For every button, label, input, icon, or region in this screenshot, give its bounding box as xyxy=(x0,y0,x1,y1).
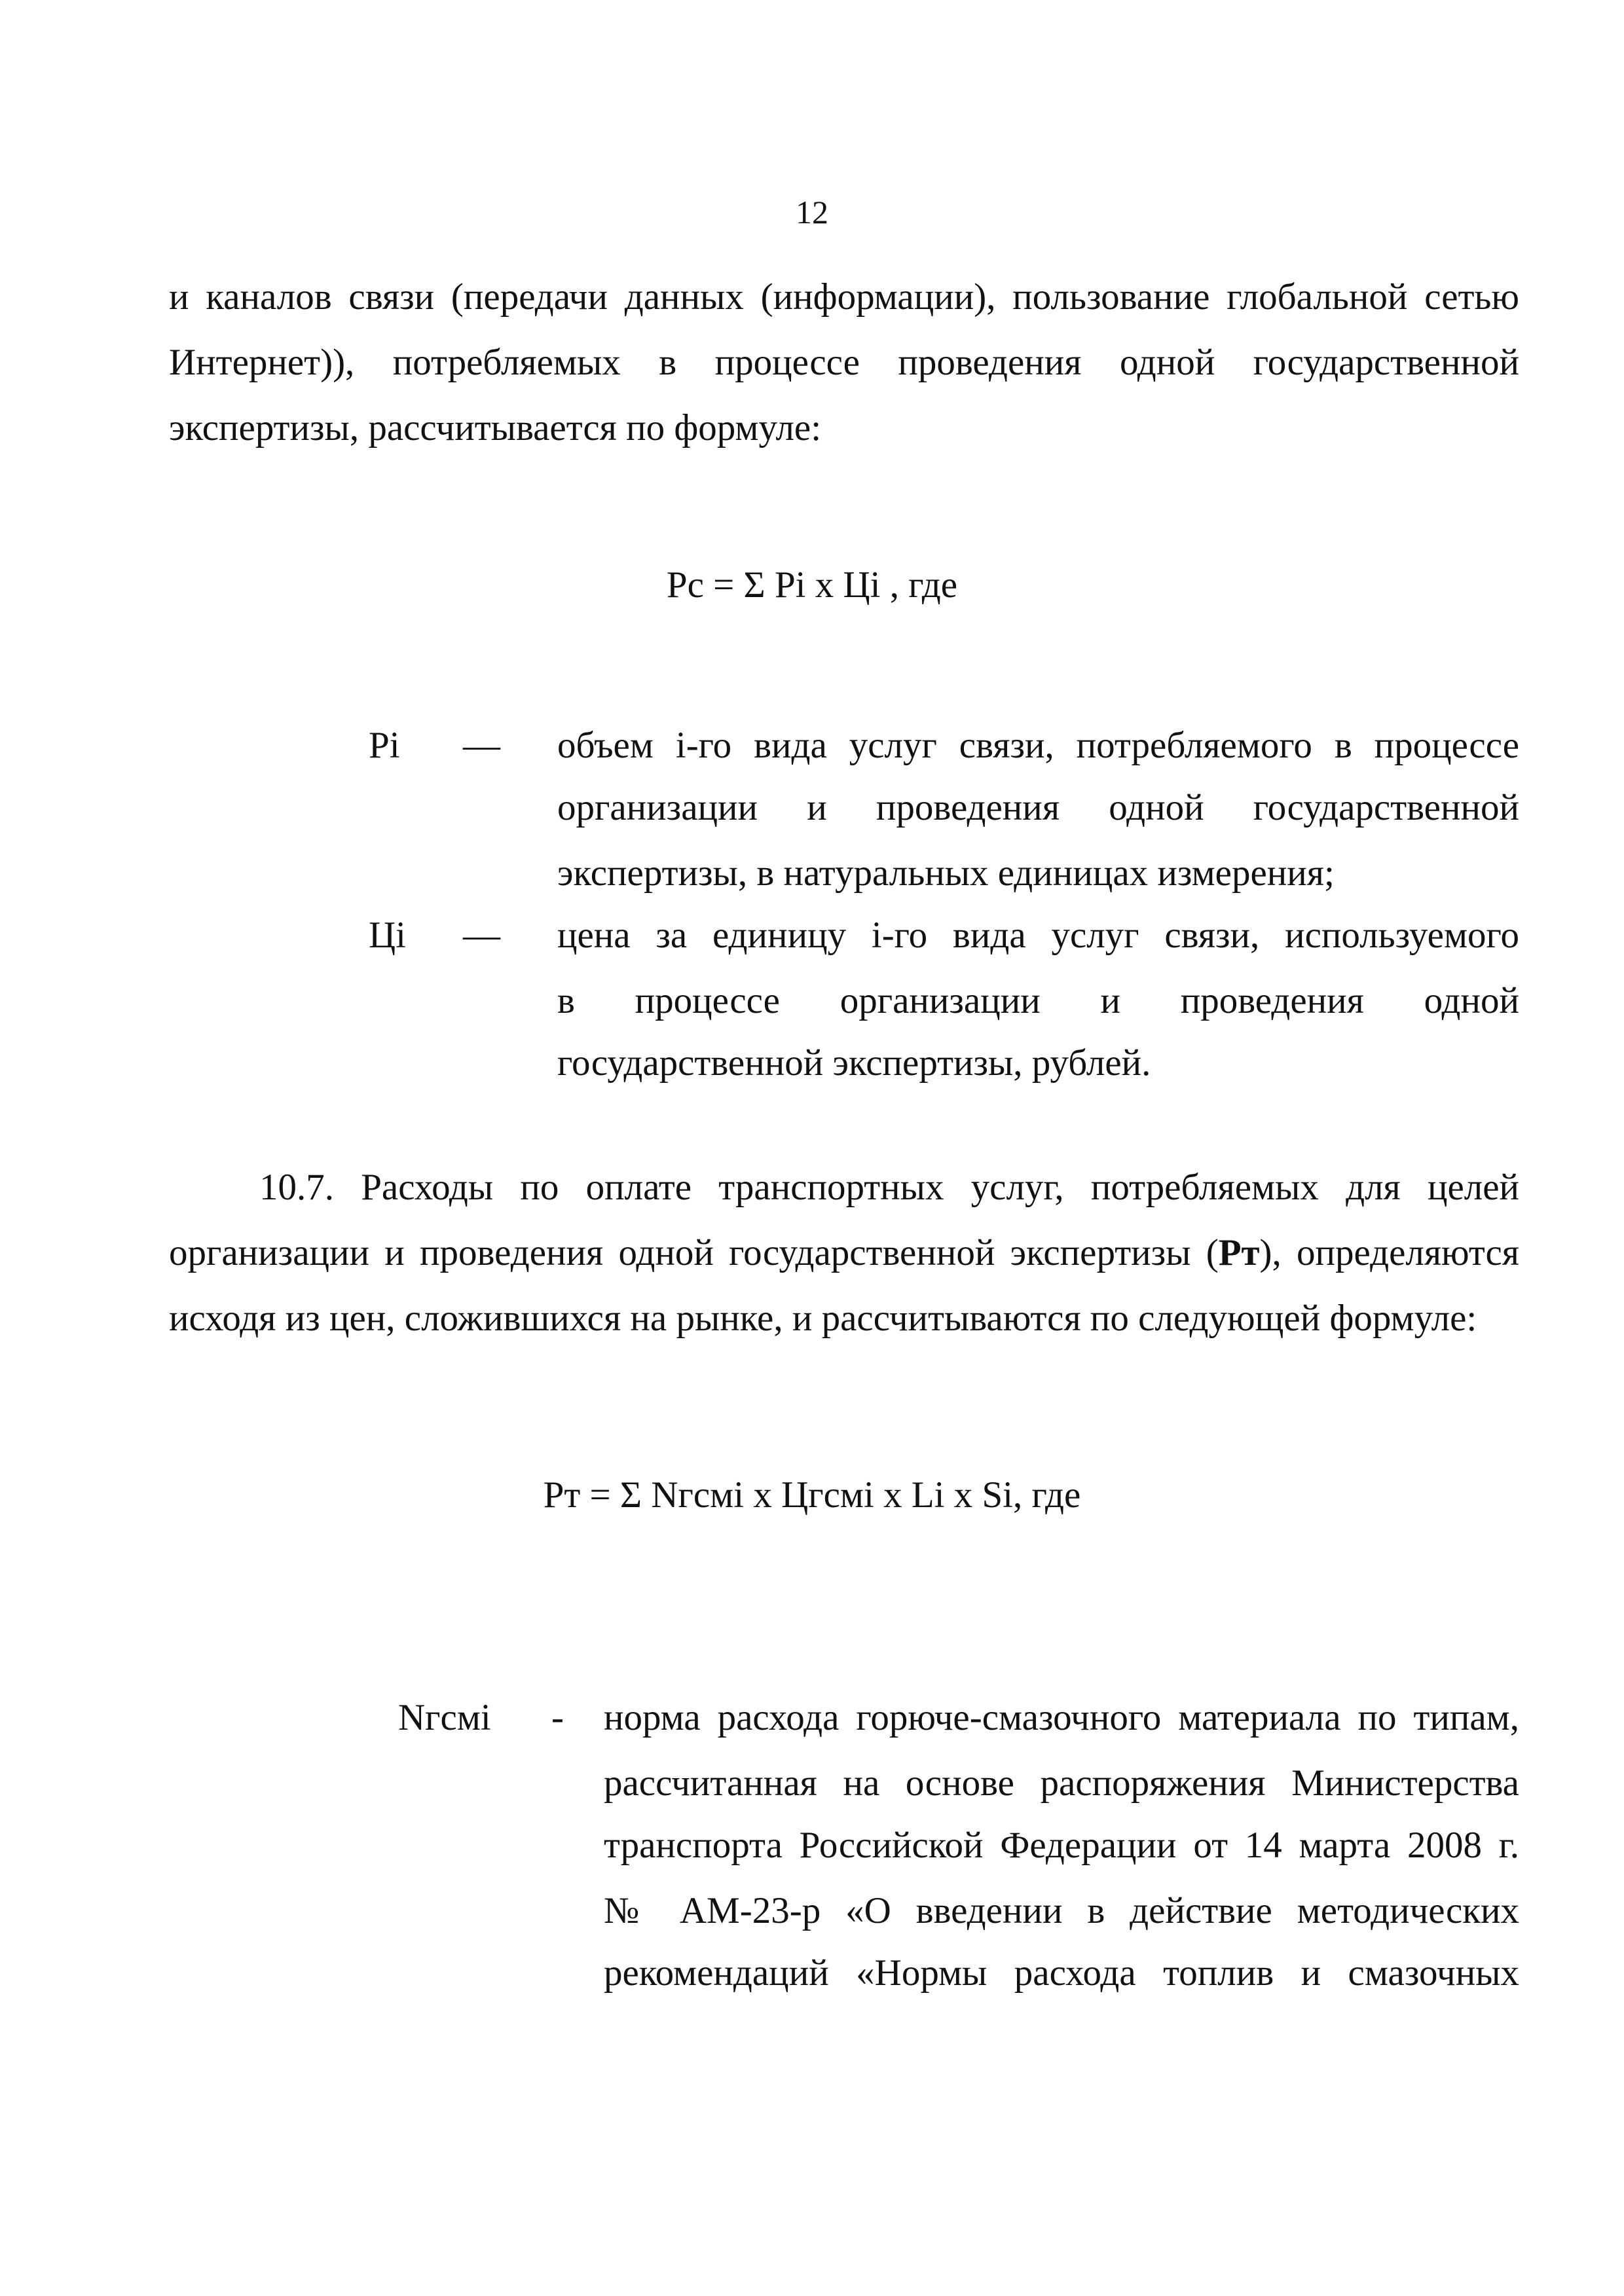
intro-line-3: экспертизы, рассчитывается по формуле: xyxy=(169,407,822,448)
def-pi-line-1: объем i-го вида услуг связи, потребляемого в процессе xyxy=(557,725,1519,766)
def-term-ngsmi: Nгсмi xyxy=(398,1697,491,1738)
formula-rt: Рт = Σ Nгсмi х Цгсмi х Li х Si, где xyxy=(543,1474,1081,1516)
para-10-7-line-3: исходя из цен, сложившихся на рынке, и рассчитываются по следующей формуле: xyxy=(169,1298,1477,1339)
def-ci-line-2: в процессе организации и проведения одной xyxy=(557,980,1519,1021)
para-10-7-line-2 xyxy=(169,1234,1519,1271)
def-dash-ci: — xyxy=(463,915,500,956)
def-ngsmi-line-1: норма расхода горюче-смазочного материала по типам, xyxy=(604,1697,1519,1738)
def-ngsmi-line-3: транспорта Российской Федерации от 14 марта 2008 г. xyxy=(604,1825,1519,1866)
para-10-7-line-2-part-a: организации и проведения одной государственной экспертизы ( xyxy=(169,1232,1219,1273)
def-ci-line-1: цена за единицу i-го вида услуг связи, используемого xyxy=(557,915,1519,956)
def-pi-line-3: экспертизы, в натуральных единицах измерения; xyxy=(557,852,1335,894)
intro-line-1: и каналов связи (передачи данных (информации), пользование глобальной сетью xyxy=(169,276,1519,318)
def-ngsmi-line-2: рассчитанная на основе распоряжения Министерства xyxy=(604,1762,1519,1804)
def-term-pi: Рi xyxy=(369,725,400,766)
page-number: 12 xyxy=(796,194,828,230)
def-dash-pi: — xyxy=(463,725,500,766)
para-10-7-rt-term: Рт xyxy=(1218,1232,1260,1273)
intro-line-2: Интернет)), потребляемых в процессе проведения одной государственной xyxy=(169,342,1519,383)
def-dash-ngsmi: - xyxy=(551,1697,564,1738)
def-ci-line-3: государственной экспертизы, рублей. xyxy=(557,1042,1151,1084)
para-10-7-line-2-part-b: ), определяются xyxy=(1259,1232,1520,1273)
para-10-7-line-1: 10.7. Расходы по оплате транспортных услуг, потребляемых для целей xyxy=(259,1167,1519,1208)
def-ngsmi-line-4: № АМ-23-р «О введении в действие методических xyxy=(604,1890,1519,1931)
formula-rs: Рс = Σ Рi х Цi , где xyxy=(666,564,958,606)
def-term-ci: Цi xyxy=(369,915,406,956)
def-ngsmi-line-5: рекомендаций «Нормы расхода топлив и смазочных xyxy=(604,1952,1519,1994)
def-pi-line-2: организации и проведения одной государственной xyxy=(557,787,1519,828)
